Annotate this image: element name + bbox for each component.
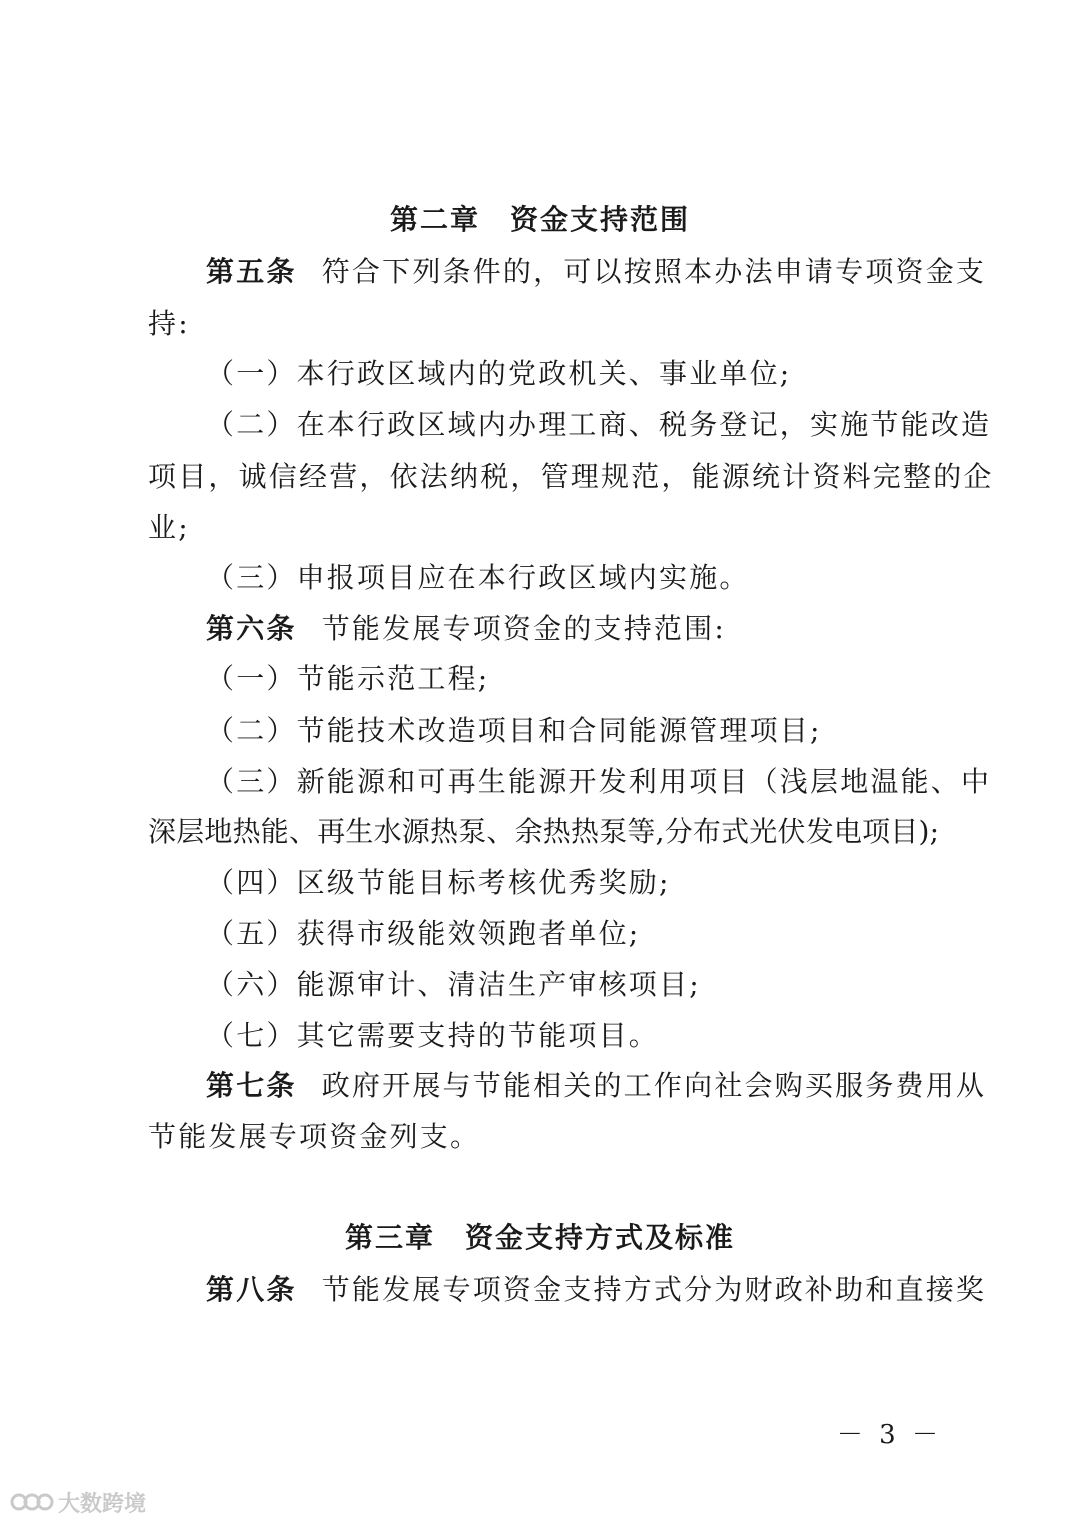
article-6-item-5: （五）获得市级能效领跑者单位;	[206, 917, 641, 950]
article-7-line-2: 节能发展专项资金列支。	[148, 1120, 481, 1153]
article-8-label: 第八条	[206, 1273, 297, 1306]
watermark	[10, 1486, 146, 1518]
article-5-item-2-cont: 项目，诚信经营，依法纳税，管理规范，能源统计资料完整的企	[148, 460, 994, 493]
article-7-label: 第七条	[206, 1069, 297, 1102]
watermark-text: 大数跨境	[58, 1491, 147, 1517]
article-6-item-2: （二）节能技术改造项目和合同能源管理项目;	[206, 714, 822, 747]
article-8-line-1	[206, 1272, 1006, 1308]
chapter-3-heading: 第三章 资金支持方式及标准	[344, 1221, 735, 1254]
article-5-line-1	[206, 254, 1006, 290]
article-5-label: 第五条	[206, 255, 297, 288]
article-6-item-1: （一）节能示范工程;	[206, 662, 490, 695]
article-6-item-4: （四）区级节能目标考核优秀奖励;	[206, 866, 671, 899]
article-5-item-3: （三）申报项目应在本行政区域内实施。	[206, 561, 750, 594]
article-5-item-1: （一）本行政区域内的党政机关、事业单位;	[206, 357, 792, 390]
article-6-text: 节能发展专项资金的支持范围:	[321, 612, 726, 645]
article-5-item-2-cont2: 业;	[148, 511, 190, 544]
article-6-item-6: （六）能源审计、清洁生产审核项目;	[206, 968, 701, 1001]
article-7-line-1	[206, 1068, 1006, 1104]
article-6-item-3: （三）新能源和可再生能源开发利用项目（浅层地温能、中	[206, 765, 992, 798]
article-5-text: 符合下列条件的，可以按照本办法申请专项资金支	[321, 255, 987, 288]
article-7-text: 政府开展与节能相关的工作向社会购买服务费用从	[321, 1069, 987, 1102]
chapter-2-heading: 第二章 资金支持范围	[389, 203, 690, 236]
article-6-label: 第六条	[206, 612, 297, 645]
page-number: － 3 －	[836, 1420, 942, 1450]
article-5-line-2: 持:	[148, 307, 190, 340]
article-8-text: 节能发展专项资金支持方式分为财政补助和直接奖	[321, 1273, 987, 1306]
article-6-line-1	[206, 611, 1006, 647]
article-6-item-7: （七）其它需要支持的节能项目。	[206, 1019, 660, 1052]
article-6-item-3-cont: 深层地热能、再生水源热泵、余热热泵等,分布式光伏发电项目);	[148, 815, 940, 848]
article-5-item-2: （二）在本行政区域内办理工商、税务登记，实施节能改造	[206, 408, 992, 441]
brand-logo-icon	[10, 1490, 54, 1514]
